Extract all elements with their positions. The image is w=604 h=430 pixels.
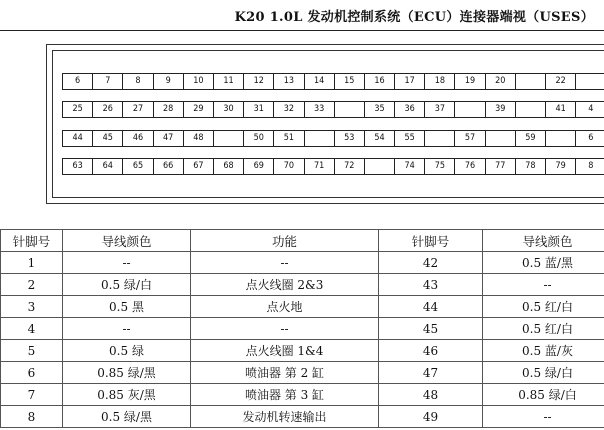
cell-wire-color: 0.5 黑 <box>63 296 191 318</box>
connector-pin <box>304 130 335 147</box>
connector-pin <box>545 130 576 147</box>
cell-wire-color-2: 0.5 红/白 <box>483 296 604 318</box>
cell-wire-color-2: -- <box>483 406 604 428</box>
table-row <box>1 340 604 362</box>
connector-pin: 78 <box>515 158 546 175</box>
cell-wire-color-2: -- <box>483 274 604 296</box>
connector-pin: 11 <box>213 73 244 90</box>
connector-pin: 47 <box>153 130 184 147</box>
connector-pin: 50 <box>243 130 274 147</box>
cell-function: -- <box>191 318 379 340</box>
connector-pin <box>575 73 604 90</box>
connector-pin <box>485 130 516 147</box>
connector-pin: 26 <box>92 101 123 118</box>
cell-wire-color-2: 0.5 红/白 <box>483 318 604 340</box>
cell-function: -- <box>191 252 379 274</box>
connector-pin: 45 <box>92 130 123 147</box>
connector-row <box>62 158 604 175</box>
cell-function: 喷油器 第 3 缸 <box>191 384 379 406</box>
connector-pin: 59 <box>515 130 546 147</box>
cell-pin-number-2: 46 <box>379 340 483 362</box>
cell-wire-color: -- <box>63 252 191 274</box>
table-header-row <box>1 230 604 252</box>
cell-wire-color: 0.85 绿/黑 <box>63 362 191 384</box>
connector-pin: 9 <box>153 73 184 90</box>
connector-pin: 31 <box>243 101 274 118</box>
connector-row <box>62 73 604 90</box>
cell-wire-color: -- <box>63 318 191 340</box>
cell-pin-number-2: 45 <box>379 318 483 340</box>
connector-pin: 44 <box>62 130 93 147</box>
connector-pin: 4 <box>575 101 604 118</box>
header-function: 功能 <box>191 230 379 252</box>
connector-pin <box>334 101 365 118</box>
connector-pin <box>515 101 546 118</box>
connector-pin: 70 <box>273 158 304 175</box>
connector-pin <box>515 73 546 90</box>
table-row <box>1 274 604 296</box>
connector-pin: 72 <box>334 158 365 175</box>
connector-pin: 19 <box>454 73 485 90</box>
cell-pin-number-2: 48 <box>379 384 483 406</box>
header-pin-number: 针脚号 <box>1 230 63 252</box>
connector-pin: 6 <box>62 73 93 90</box>
connector-pin: 65 <box>122 158 153 175</box>
connector-pin: 13 <box>273 73 304 90</box>
connector-pin: 53 <box>334 130 365 147</box>
connector-pin: 75 <box>424 158 455 175</box>
connector-pin: 77 <box>485 158 516 175</box>
cell-function: 点火线圈 1&4 <box>191 340 379 362</box>
title-rule <box>0 30 604 31</box>
cell-pin-number: 1 <box>1 252 63 274</box>
connector-pin: 6 <box>575 130 604 147</box>
table-row <box>1 318 604 340</box>
cell-function: 喷油器 第 2 缸 <box>191 362 379 384</box>
connector-pin: 69 <box>243 158 274 175</box>
cell-pin-number-2: 43 <box>379 274 483 296</box>
connector-pin: 29 <box>183 101 214 118</box>
cell-wire-color-2: 0.5 蓝/灰 <box>483 340 604 362</box>
connector-pin: 36 <box>394 101 425 118</box>
header-wire-color: 导线颜色 <box>63 230 191 252</box>
cell-wire-color: 0.85 灰/黑 <box>63 384 191 406</box>
connector-pin: 57 <box>454 130 485 147</box>
connector-pin <box>454 101 485 118</box>
connector-pin: 20 <box>485 73 516 90</box>
connector-pin: 7 <box>92 73 123 90</box>
cell-pin-number-2: 47 <box>379 362 483 384</box>
connector-pin: 15 <box>334 73 365 90</box>
connector-pin <box>364 158 395 175</box>
cell-pin-number: 8 <box>1 406 63 428</box>
cell-wire-color-2: 0.5 蓝/黑 <box>483 252 604 274</box>
cell-pin-number: 5 <box>1 340 63 362</box>
connector-row <box>62 101 604 118</box>
cell-pin-number: 3 <box>1 296 63 318</box>
cell-wire-color: 0.5 绿/白 <box>63 274 191 296</box>
pin-table <box>0 229 604 428</box>
cell-pin-number: 2 <box>1 274 63 296</box>
cell-pin-number-2: 49 <box>379 406 483 428</box>
table-row <box>1 384 604 406</box>
cell-pin-number-2: 42 <box>379 252 483 274</box>
connector-pin: 8 <box>122 73 153 90</box>
table-row <box>1 296 604 318</box>
connector-pin: 67 <box>183 158 214 175</box>
table-row <box>1 406 604 428</box>
connector-pin <box>213 130 244 147</box>
cell-pin-number: 4 <box>1 318 63 340</box>
connector-pin: 27 <box>122 101 153 118</box>
connector-pin: 33 <box>304 101 335 118</box>
connector-pin: 18 <box>424 73 455 90</box>
connector-pin: 32 <box>273 101 304 118</box>
connector-pin: 48 <box>183 130 214 147</box>
cell-wire-color: 0.5 绿 <box>63 340 191 362</box>
cell-pin-number: 6 <box>1 362 63 384</box>
connector-row <box>62 130 604 147</box>
connector-pin: 39 <box>485 101 516 118</box>
connector-pin: 54 <box>364 130 395 147</box>
table-row <box>1 362 604 384</box>
connector-pin: 12 <box>243 73 274 90</box>
table-row <box>1 252 604 274</box>
connector-pin: 17 <box>394 73 425 90</box>
connector-pin: 46 <box>122 130 153 147</box>
connector-pin: 66 <box>153 158 184 175</box>
connector-pin: 68 <box>213 158 244 175</box>
cell-wire-color-2: 0.5 绿/白 <box>483 362 604 384</box>
connector-pin: 63 <box>62 158 93 175</box>
cell-function: 发动机转速输出 <box>191 406 379 428</box>
connector-pin: 14 <box>304 73 335 90</box>
cell-wire-color: 0.5 绿/黑 <box>63 406 191 428</box>
document-title: K20 1.0L 发动机控制系统（ECU）连接器端视（USES） <box>234 10 594 25</box>
connector-pin: 30 <box>213 101 244 118</box>
connector-pin: 71 <box>304 158 335 175</box>
connector-pin: 79 <box>545 158 576 175</box>
connector-pin: 28 <box>153 101 184 118</box>
connector-pin: 10 <box>183 73 214 90</box>
connector-pin: 37 <box>424 101 455 118</box>
connector-pin: 55 <box>394 130 425 147</box>
header-pin-number-2: 针脚号 <box>379 230 483 252</box>
connector-pin: 41 <box>545 101 576 118</box>
connector-pin: 22 <box>545 73 576 90</box>
connector-pin: 25 <box>62 101 93 118</box>
connector-pin: 74 <box>394 158 425 175</box>
cell-pin-number-2: 44 <box>379 296 483 318</box>
connector-pin: 76 <box>454 158 485 175</box>
cell-wire-color-2: 0.85 绿/白 <box>483 384 604 406</box>
connector-pin <box>424 130 455 147</box>
connector-pin: 8 <box>575 158 604 175</box>
header-wire-color-2: 导线颜色 <box>483 230 604 252</box>
cell-function: 点火线圈 2&3 <box>191 274 379 296</box>
cell-pin-number: 7 <box>1 384 63 406</box>
connector-pin: 64 <box>92 158 123 175</box>
connector-pin: 35 <box>364 101 395 118</box>
cell-function: 点火地 <box>191 296 379 318</box>
connector-pin: 51 <box>273 130 304 147</box>
connector-pin: 16 <box>364 73 395 90</box>
